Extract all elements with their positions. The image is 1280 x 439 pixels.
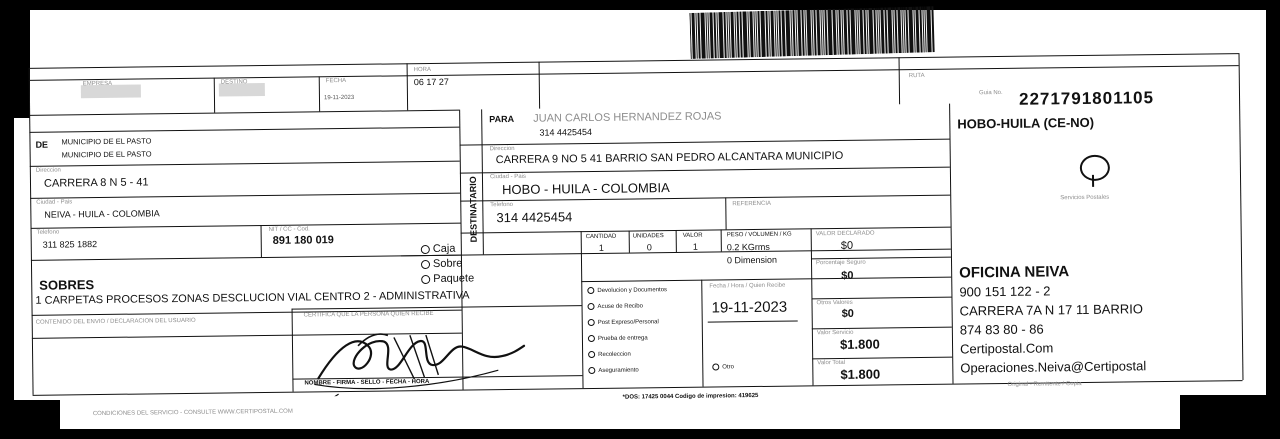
fecha-label: FECHA bbox=[325, 77, 347, 85]
radio-paquete-icon[interactable] bbox=[421, 275, 430, 284]
peso-label: PESO / VOLUMEN / KG bbox=[726, 231, 792, 239]
ruta-label: RUTA bbox=[908, 72, 925, 80]
remitente-nit-label: NIT / CC - Cod. bbox=[268, 226, 310, 233]
unidad-label: UNIDADES bbox=[632, 233, 664, 240]
remitente-direccion-value: CARRERA 8 N 5 - 41 bbox=[43, 176, 149, 190]
oficina-telefono: 900 151 122 - 2 bbox=[959, 283, 1051, 300]
servicios-fecha-label: Fecha / Hora / Quien Recibe bbox=[709, 282, 786, 290]
remitente-direccion-label: Direccion bbox=[35, 167, 61, 174]
footer-codigo: *DOS: 17425 0044 Codigo de impresion: 419625 bbox=[622, 392, 759, 401]
destinatario-direccion-value: CARRERA 9 NO 5 41 BARRIO SAN PEDRO ALCANTARA MUNICIPIO bbox=[495, 149, 844, 167]
footer-izquierda: CONDICIONES DEL SERVICIO - CONSULTE WWW.CERTIPOSTAL.COM bbox=[92, 408, 293, 418]
radio-servicio-1-icon[interactable] bbox=[588, 303, 595, 310]
porcentaje-seguro-value: $0 bbox=[841, 269, 854, 282]
logo-caption: Servicios Postales bbox=[1060, 194, 1110, 202]
destino-oficina: HOBO-HUILA (CE-NO) bbox=[957, 114, 1095, 132]
guia-label: Guia No. bbox=[978, 89, 1003, 97]
tipo-option-paquete[interactable]: Paquete bbox=[421, 272, 474, 285]
valor-total-label: Valor Total bbox=[817, 359, 846, 367]
logo-ring-icon bbox=[1080, 155, 1110, 181]
tipo-option-caja[interactable]: Caja bbox=[421, 243, 456, 255]
radio-servicio-5-icon[interactable] bbox=[588, 367, 595, 374]
logo-tail-icon bbox=[1092, 175, 1094, 187]
servicio-item-0[interactable]: Devolucion y Documentos bbox=[587, 286, 667, 294]
oficina-web: Certipostal.Com bbox=[959, 340, 1054, 357]
referencia-label: REFERENCIA bbox=[732, 200, 772, 208]
remitente-telefono-value: 311 825 1882 bbox=[42, 239, 98, 250]
contenido-line2: 1 CARPETAS PROCESOS ZONAS DESCLUCION VIAL CENTRO 2 - ADMINISTRATIVA bbox=[35, 289, 470, 307]
oficina-pie: Original - Remitente / Copia bbox=[1007, 381, 1082, 388]
hora-label: HORA bbox=[413, 66, 432, 74]
radio-servicio-3-icon[interactable] bbox=[588, 335, 595, 342]
radio-sobre-icon[interactable] bbox=[421, 260, 430, 269]
servicio-item-5[interactable]: Aseguramiento bbox=[588, 366, 638, 374]
firma-campos: NOMBRE - FIRMA - SELLO - FECHA - HORA bbox=[304, 379, 430, 387]
unidad-value: 0 bbox=[646, 242, 652, 253]
porcentaje-seguro-label: Porcentaje Seguro bbox=[815, 259, 866, 267]
para-phone: 314 4425454 bbox=[539, 126, 593, 138]
de-value-2: MUNICIPIO DE EL PASTO bbox=[61, 149, 152, 160]
contenido-line1: SOBRES bbox=[39, 277, 95, 293]
de-label: DE bbox=[35, 139, 49, 150]
oficina-direccion: CARRERA 7A N 17 11 BARRIO bbox=[959, 301, 1143, 319]
valor-total-value: $1.800 bbox=[840, 366, 881, 382]
servicio-item-1[interactable]: Acuse de Recibo bbox=[588, 302, 643, 310]
destinatario-ciudad-label: Ciudad - Pais bbox=[489, 173, 527, 181]
cantidad-value: 1 bbox=[598, 242, 604, 253]
radio-servicio-0-icon[interactable] bbox=[587, 287, 594, 294]
servicio-item-4[interactable]: Recoleccion bbox=[588, 351, 631, 359]
guia-number: 2271791801105 bbox=[1018, 88, 1155, 109]
valor-servicio-value: $1.800 bbox=[839, 336, 880, 352]
valor-declarado-value: $0 bbox=[840, 239, 854, 252]
fecha-value: 19-11-2023 bbox=[323, 94, 355, 102]
hora-value: 06 17 27 bbox=[413, 76, 449, 88]
destino-label: DESTINO bbox=[220, 79, 248, 86]
oficina-nombre: OFICINA NEIVA bbox=[959, 263, 1070, 282]
valor-value: 1 bbox=[692, 241, 698, 252]
firma-instruccion: CERTIFICA QUE LA PERSONA QUIEN RECIBE bbox=[303, 310, 434, 319]
destinatario-ciudad-value: HOBO - HUILA - COLOMBIA bbox=[502, 180, 670, 198]
radio-servicio-2-icon[interactable] bbox=[588, 319, 595, 326]
peso-value-2: 0 Dimension bbox=[726, 254, 778, 266]
radio-otro-icon[interactable] bbox=[712, 363, 719, 370]
empresa-label: EMPRESA bbox=[82, 80, 113, 88]
oficina-telefono-2: 874 83 80 - 86 bbox=[959, 321, 1044, 338]
scan-edge-bottom bbox=[0, 429, 1280, 439]
destinatario-telefono-value: 314 4425454 bbox=[496, 209, 573, 226]
remitente-ciudad-label: Ciudad - Pais bbox=[36, 199, 73, 206]
radio-caja-icon[interactable] bbox=[421, 245, 430, 254]
remitente-nit-value: 891 180 019 bbox=[272, 234, 334, 247]
cantidad-label: CANTIDAD bbox=[585, 233, 617, 241]
radio-servicio-4-icon[interactable] bbox=[588, 351, 595, 358]
de-value: MUNICIPIO DE EL PASTO bbox=[61, 136, 152, 147]
para-value: JUAN CARLOS HERNANDEZ ROJAS bbox=[533, 110, 722, 125]
remitente-telefono-label: Telefono bbox=[36, 229, 60, 236]
destinatario-direccion-label: Direccion bbox=[489, 145, 515, 153]
otros-valores-label: Otros Valores bbox=[816, 299, 853, 307]
contenido-footer: CONTENIDO DEL ENVIO / DECLARACION DEL USUARIO bbox=[35, 317, 196, 326]
scan-edge-right bbox=[1266, 0, 1280, 439]
waybill-form bbox=[18, 5, 1263, 420]
valor-declarado-label: VALOR DECLARADO bbox=[815, 230, 875, 238]
valor-servicio-label: Valor Servicio bbox=[816, 329, 854, 337]
destinatario-telefono-label: Telefono bbox=[490, 201, 514, 209]
peso-value: 0.2 KGrms bbox=[726, 241, 770, 253]
signature bbox=[298, 314, 549, 397]
destinatario-side-label: DESTINATARIO bbox=[467, 176, 479, 243]
para-label: PARA bbox=[489, 113, 515, 125]
servicio-item-2[interactable]: Post Expreso/Personal bbox=[588, 318, 659, 326]
otros-valores-value: $0 bbox=[841, 307, 854, 320]
servicio-otro[interactable]: Otro bbox=[712, 363, 734, 370]
servicio-item-3[interactable]: Prueba de entrega bbox=[588, 334, 648, 342]
servicios-fecha-value: 19-11-2023 bbox=[711, 298, 788, 317]
valor-label: VALOR bbox=[682, 232, 703, 239]
tipo-option-sobre[interactable]: Sobre bbox=[421, 258, 463, 271]
remitente-ciudad-value: NEIVA - HUILA - COLOMBIA bbox=[44, 208, 160, 220]
oficina-correo: Operaciones.Neiva@Certipostal bbox=[960, 358, 1147, 376]
